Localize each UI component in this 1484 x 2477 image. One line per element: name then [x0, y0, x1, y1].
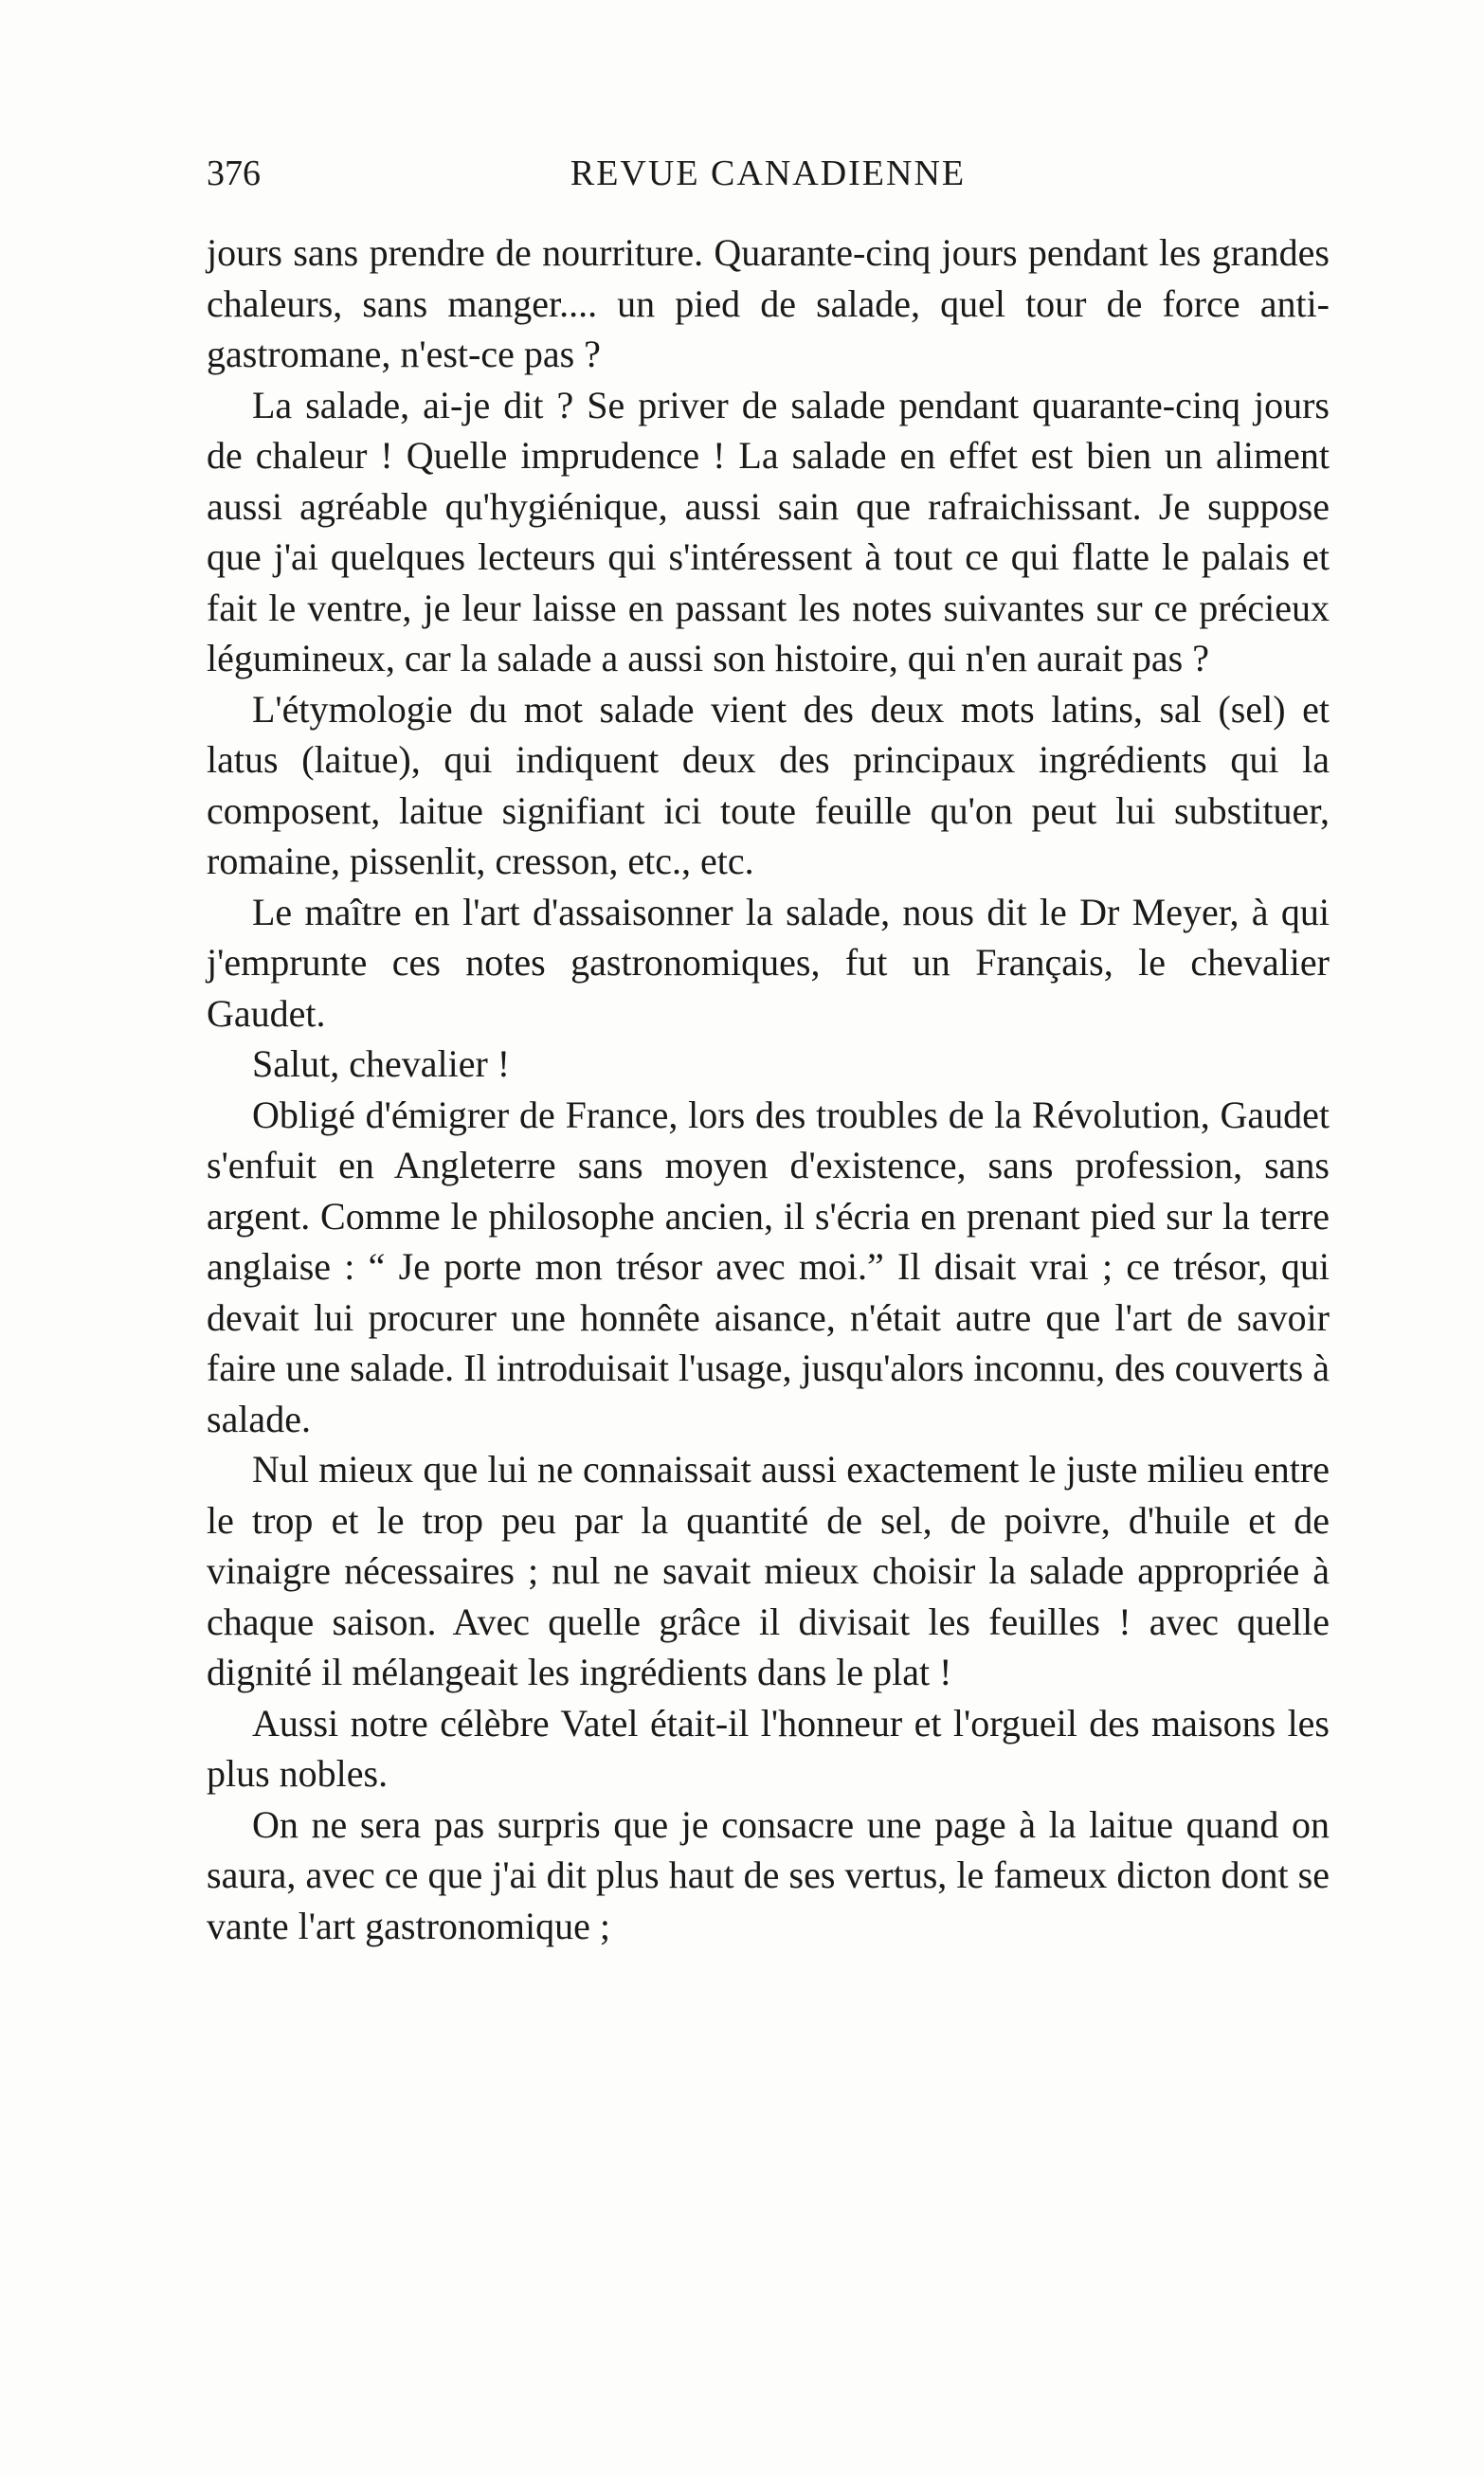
body-text: [207, 227, 1330, 1951]
paragraph: Aussi notre célèbre Vatel était-il l'honneur et l'orgueil des maisons les plus nobles.: [207, 1701, 1330, 1795]
paragraph: jours sans prendre de nourriture. Quarante-cinq jours pendant les grandes chaleurs, sans manger.... un pied de salade, quel tour de force anti-gastromane, n'est-ce pas ?: [207, 231, 1330, 375]
running-title: REVUE CANADIENNE: [570, 154, 967, 193]
paragraph: On ne sera pas surpris que je consacre une page à la laitue quand on saura, avec ce que j'ai dit plus haut de ses vertus, le fameux dicton dont se vante l'art gastronomique ;: [207, 1802, 1330, 1947]
paragraph: Le maître en l'art d'assaisonner la salade, nous dit le Dr Meyer, à qui j'emprunte ces notes gastronomiques, fut un Français, le chevalier Gaudet.: [207, 890, 1330, 1035]
paragraph: La salade, ai-je dit ? Se priver de salade pendant quarante-cinq jours de chaleur ! Quelle imprudence ! La salade en effet est bien un aliment aussi agréable qu'hygiénique, aussi sain que rafraichissant. Je suppose que j'ai quelques lecteurs qui s'intéressent à tout ce qui flatte le palais et fait le ventre, je leur laisse en passant les notes suivantes sur ce précieux légumineux, car la salade a aussi son histoire, qui n'en aurait pas ?: [207, 383, 1330, 679]
paragraph: Obligé d'émigrer de France, lors des troubles de la Révolution, Gaudet s'enfuit en Angleterre sans moyen d'existence, sans profession, sans argent. Comme le philosophe ancien, il s'écria en prenant pied sur la terre anglaise : “ Je porte mon trésor avec moi.” Il disait vrai ; ce trésor, qui devait lui procurer une honnête aisance, n'était autre que l'art de savoir faire une salade. Il introduisait l'usage, jusqu'alors inconnu, des couverts à salade.: [207, 1093, 1330, 1440]
paragraph: L'étymologie du mot salade vient des deux mots latins, sal (sel) et latus (laitue), qui indiquent deux des principaux ingrédients qui la composent, laitue signifiant ici toute feuille qu'on peut lui substituer, romaine, pissenlit, cresson, etc., etc.: [207, 687, 1330, 882]
paragraph: Nul mieux que lui ne connaissait aussi exactement le juste milieu entre le trop et le trop peu par la quantité de sel, de poivre, d'huile et de vinaigre nécessaires ; nul ne savait mieux choisir la salade appropriée à chaque saison. Avec quelle grâce il divisait les feuilles ! avec quelle dignité il mélangeait les ingrédients dans le plat !: [207, 1448, 1330, 1693]
page-number: 376: [207, 154, 261, 193]
paragraph: Salut, chevalier !: [252, 1042, 511, 1085]
page-header: [207, 150, 1330, 197]
